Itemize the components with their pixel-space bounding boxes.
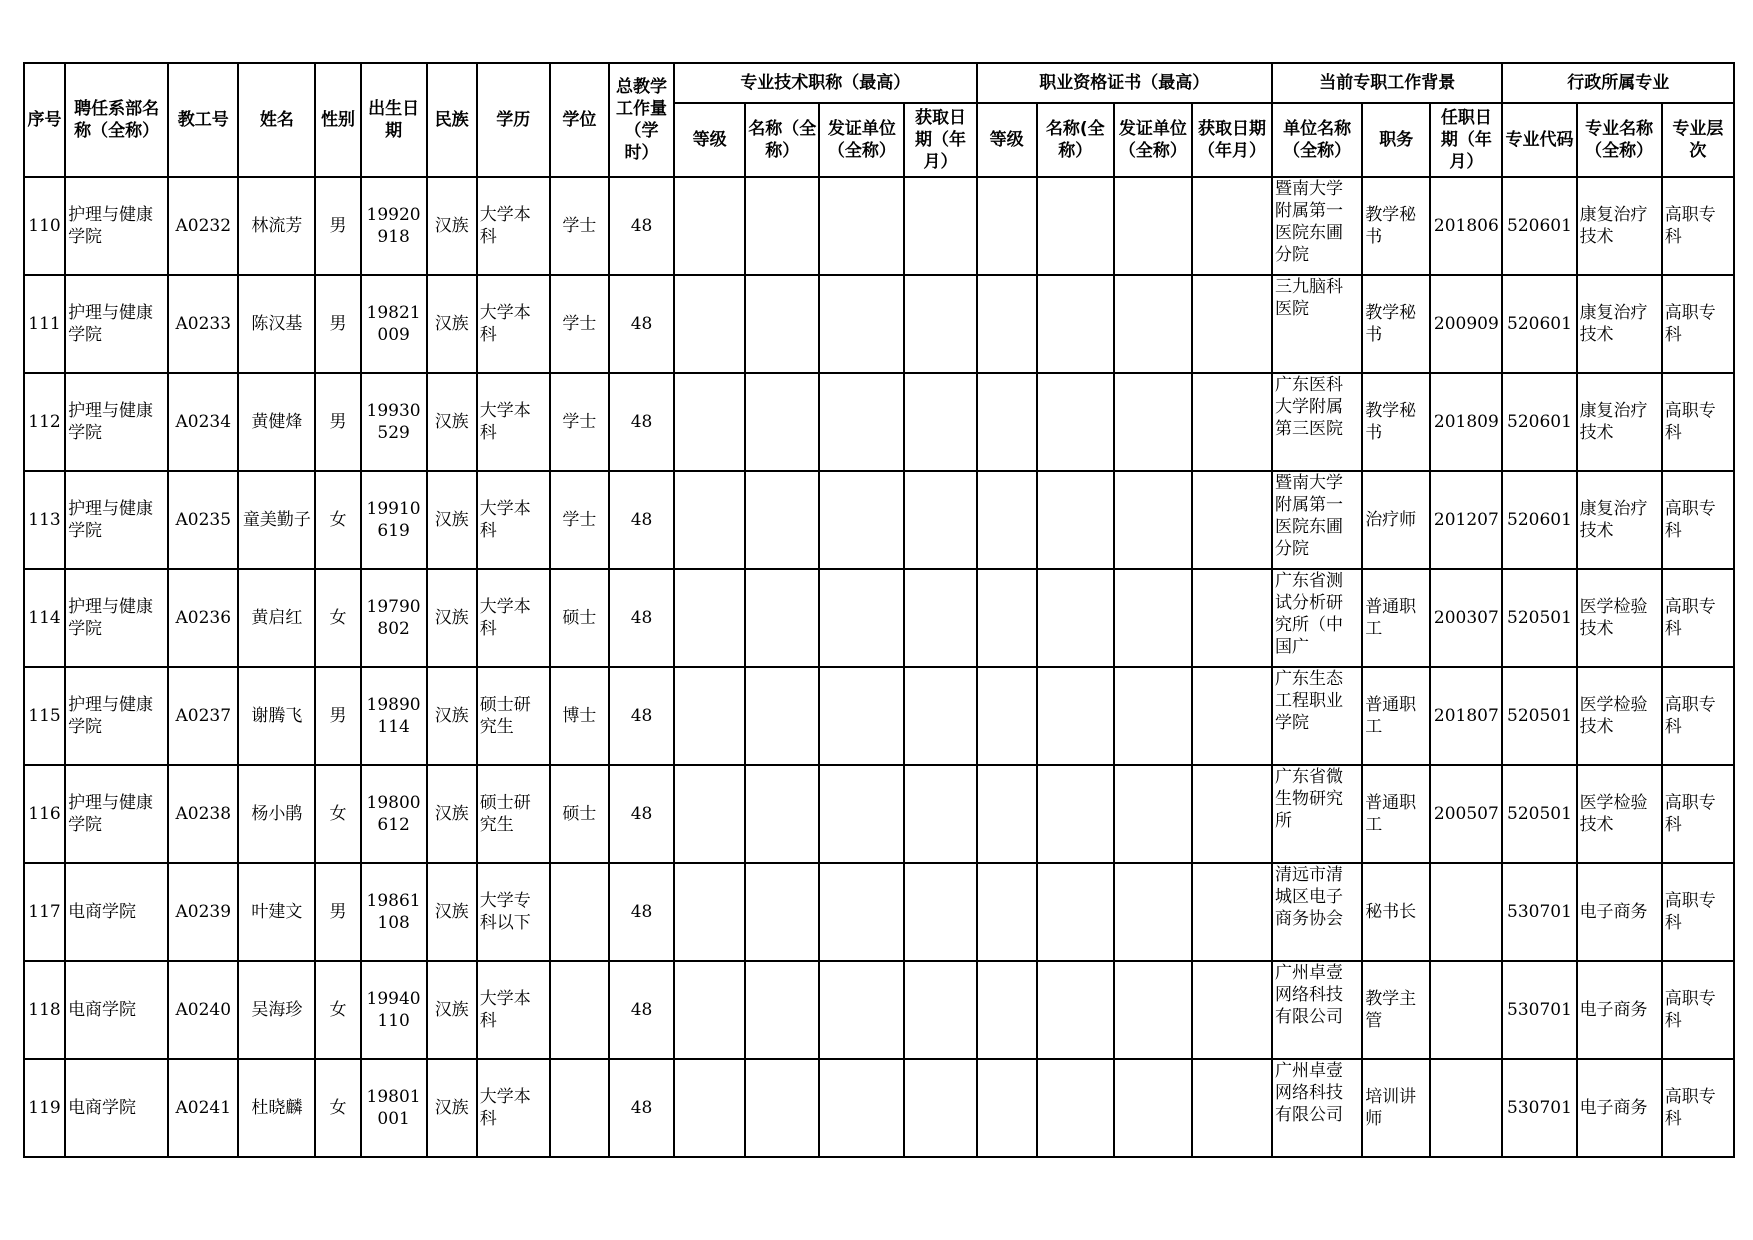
cell-name: 黄健烽 (238, 373, 315, 471)
cell-hours: 48 (609, 765, 674, 863)
cell-dept: 电商学院 (65, 1059, 168, 1157)
cell-seq: 114 (24, 569, 65, 667)
cell-empty (904, 863, 976, 961)
table-row (24, 1059, 1734, 1157)
cell-work-position: 教学秘书 (1362, 373, 1430, 471)
cell-empty (1037, 961, 1114, 1059)
cell-ethnicity: 汉族 (427, 177, 477, 275)
cell-work-date: 201809 (1430, 373, 1502, 471)
cell-empty (904, 1059, 976, 1157)
cell-ethnicity: 汉族 (427, 961, 477, 1059)
cell-empty (745, 275, 819, 373)
cell-empty (1037, 569, 1114, 667)
cell-empty (674, 1059, 745, 1157)
cell-work-date (1430, 1059, 1502, 1157)
cell-staff-id: A0236 (168, 569, 238, 667)
table-row (24, 373, 1734, 471)
cell-empty (1192, 275, 1272, 373)
cell-name: 吴海珍 (238, 961, 315, 1059)
cell-empty (745, 863, 819, 961)
cell-degree (550, 1059, 609, 1157)
cell-gender: 男 (315, 863, 360, 961)
cell-major-name: 医学检验技术 (1577, 667, 1662, 765)
cell-birth: 19790802 (361, 569, 427, 667)
cell-major-level: 高职专科 (1662, 1059, 1734, 1157)
cell-staff-id: A0232 (168, 177, 238, 275)
cell-work-unit-text: 广州卓壹网络科技有限公司 (1275, 1061, 1344, 1125)
cell-empty (819, 765, 904, 863)
cell-major-name: 康复治疗技术 (1577, 471, 1662, 569)
table-row (24, 765, 1734, 863)
cell-education: 大学专科以下 (477, 863, 550, 961)
cell-major-level: 高职专科 (1662, 961, 1734, 1059)
cell-empty (904, 569, 976, 667)
header-education: 学历 (477, 63, 550, 177)
cell-degree: 学士 (550, 471, 609, 569)
cell-birth: 19930529 (361, 373, 427, 471)
header-major-code: 专业代码 (1502, 103, 1576, 177)
cell-major-name: 医学检验技术 (1577, 765, 1662, 863)
cell-hours: 48 (609, 569, 674, 667)
header-title-issuer: 发证单位（全称） (819, 103, 904, 177)
cell-empty (674, 961, 745, 1059)
cell-work-unit (1272, 863, 1362, 961)
header-name: 姓名 (238, 63, 315, 177)
cell-empty (819, 863, 904, 961)
cell-empty (977, 961, 1037, 1059)
header-work-date: 任职日期（年月） (1430, 103, 1502, 177)
cell-name: 杨小鹃 (238, 765, 315, 863)
cell-dept: 电商学院 (65, 961, 168, 1059)
cell-work-unit-text: 清远市清城区电子商务协会 (1275, 865, 1344, 929)
cell-gender: 女 (315, 961, 360, 1059)
cell-empty (1192, 373, 1272, 471)
cell-major-level: 高职专科 (1662, 177, 1734, 275)
cell-staff-id: A0241 (168, 1059, 238, 1157)
cell-birth: 19910619 (361, 471, 427, 569)
cell-work-position: 秘书长 (1362, 863, 1430, 961)
cell-education: 大学本科 (477, 373, 550, 471)
cell-name: 谢腾飞 (238, 667, 315, 765)
cell-birth: 19801001 (361, 1059, 427, 1157)
cell-empty (904, 275, 976, 373)
cell-empty (1192, 569, 1272, 667)
cell-empty (1037, 373, 1114, 471)
cell-work-position: 教学秘书 (1362, 177, 1430, 275)
cell-work-unit (1272, 177, 1362, 275)
cell-education: 硕士研究生 (477, 667, 550, 765)
cell-empty (1114, 177, 1192, 275)
cell-staff-id: A0239 (168, 863, 238, 961)
header-title-name: 名称（全称） (745, 103, 819, 177)
cell-empty (745, 569, 819, 667)
cell-work-unit-text: 广东生态工程职业学院 (1275, 669, 1344, 733)
cell-work-unit-text: 暨南大学附属第一医院东圃分院 (1275, 179, 1344, 265)
cell-empty (745, 961, 819, 1059)
cell-work-position: 普通职工 (1362, 569, 1430, 667)
cell-major-level: 高职专科 (1662, 275, 1734, 373)
cell-empty (1114, 471, 1192, 569)
cell-major-level: 高职专科 (1662, 471, 1734, 569)
cell-seq: 113 (24, 471, 65, 569)
cell-empty (819, 177, 904, 275)
cell-degree: 硕士 (550, 569, 609, 667)
header-ethnicity: 民族 (427, 63, 477, 177)
cell-empty (1114, 961, 1192, 1059)
cell-work-date: 200307 (1430, 569, 1502, 667)
header-cert-date: 获取日期（年月） (1192, 103, 1272, 177)
cell-major-level: 高职专科 (1662, 569, 1734, 667)
cell-work-position: 普通职工 (1362, 667, 1430, 765)
cell-empty (819, 961, 904, 1059)
cell-empty (977, 177, 1037, 275)
cell-education: 大学本科 (477, 275, 550, 373)
cell-degree: 学士 (550, 275, 609, 373)
cell-work-unit-text: 三九脑科医院 (1275, 277, 1344, 319)
cell-empty (674, 471, 745, 569)
cell-empty (1037, 275, 1114, 373)
cell-major-code: 520601 (1502, 373, 1576, 471)
cell-empty (1114, 373, 1192, 471)
cell-education: 大学本科 (477, 961, 550, 1059)
cell-dept: 护理与健康学院 (65, 667, 168, 765)
cell-empty (745, 1059, 819, 1157)
header-seq: 序号 (24, 63, 65, 177)
cell-empty (1192, 667, 1272, 765)
cell-empty (745, 177, 819, 275)
cell-dept: 护理与健康学院 (65, 275, 168, 373)
cell-ethnicity: 汉族 (427, 863, 477, 961)
cell-empty (745, 471, 819, 569)
table-row (24, 275, 1734, 373)
cell-major-level: 高职专科 (1662, 373, 1734, 471)
cell-empty (819, 275, 904, 373)
cell-empty (1037, 667, 1114, 765)
cell-gender: 男 (315, 177, 360, 275)
cell-degree: 学士 (550, 177, 609, 275)
cell-major-name: 电子商务 (1577, 863, 1662, 961)
cell-empty (977, 275, 1037, 373)
cell-work-unit (1272, 961, 1362, 1059)
header-gender: 性别 (315, 63, 360, 177)
cell-empty (977, 569, 1037, 667)
header-dept: 聘任系部名称（全称） (65, 63, 168, 177)
cell-work-unit-text: 广东省测试分析研究所（中国广 (1275, 571, 1344, 657)
cell-gender: 男 (315, 373, 360, 471)
cell-work-position: 治疗师 (1362, 471, 1430, 569)
cell-empty (819, 471, 904, 569)
header-work-unit: 单位名称（全称） (1272, 103, 1362, 177)
cell-work-date (1430, 961, 1502, 1059)
cell-major-name: 康复治疗技术 (1577, 177, 1662, 275)
cell-empty (674, 569, 745, 667)
cell-staff-id: A0237 (168, 667, 238, 765)
cell-work-position: 培训讲师 (1362, 1059, 1430, 1157)
cell-empty (819, 569, 904, 667)
cell-birth: 19940110 (361, 961, 427, 1059)
cell-birth: 19861108 (361, 863, 427, 961)
cell-work-position: 教学主管 (1362, 961, 1430, 1059)
cell-hours: 48 (609, 471, 674, 569)
header-cert-name: 名称(全称） (1037, 103, 1114, 177)
cell-empty (819, 667, 904, 765)
cell-birth: 19890114 (361, 667, 427, 765)
cell-major-code: 520501 (1502, 569, 1576, 667)
header-title-date: 获取日期（年月） (904, 103, 976, 177)
cell-birth: 19821009 (361, 275, 427, 373)
cell-seq: 112 (24, 373, 65, 471)
cell-name: 林流芳 (238, 177, 315, 275)
cell-staff-id: A0235 (168, 471, 238, 569)
cell-empty (977, 1059, 1037, 1157)
cell-empty (674, 667, 745, 765)
cell-hours: 48 (609, 961, 674, 1059)
cell-hours: 48 (609, 177, 674, 275)
cell-name: 陈汉基 (238, 275, 315, 373)
table-row (24, 863, 1734, 961)
cell-name: 黄启红 (238, 569, 315, 667)
cell-empty (1192, 863, 1272, 961)
cell-gender: 女 (315, 765, 360, 863)
cell-dept: 护理与健康学院 (65, 177, 168, 275)
header-degree: 学位 (550, 63, 609, 177)
cell-hours: 48 (609, 863, 674, 961)
cell-education: 大学本科 (477, 471, 550, 569)
cell-empty (1037, 765, 1114, 863)
cell-empty (819, 1059, 904, 1157)
cell-empty (674, 373, 745, 471)
cell-work-unit (1272, 373, 1362, 471)
cell-degree (550, 863, 609, 961)
header-work-position: 职务 (1362, 103, 1430, 177)
table-row (24, 569, 1734, 667)
cell-ethnicity: 汉族 (427, 275, 477, 373)
cell-work-date: 200507 (1430, 765, 1502, 863)
cell-empty (1114, 1059, 1192, 1157)
header-cert-level: 等级 (977, 103, 1037, 177)
table-row (24, 961, 1734, 1059)
cell-empty (1192, 961, 1272, 1059)
cell-major-name: 康复治疗技术 (1577, 373, 1662, 471)
cell-work-unit-text: 广东医科大学附属第三医院 (1275, 375, 1344, 439)
cell-gender: 男 (315, 667, 360, 765)
cell-education: 大学本科 (477, 569, 550, 667)
cell-empty (745, 373, 819, 471)
cell-empty (977, 667, 1037, 765)
cell-empty (904, 177, 976, 275)
cell-major-name: 电子商务 (1577, 1059, 1662, 1157)
header-group-cert: 职业资格证书（最高） (977, 63, 1272, 103)
cell-work-date (1430, 863, 1502, 961)
header-group-work: 当前专职工作背景 (1272, 63, 1502, 103)
cell-seq: 116 (24, 765, 65, 863)
cell-work-unit-text: 广州卓壹网络科技有限公司 (1275, 963, 1344, 1027)
table-row (24, 471, 1734, 569)
cell-empty (977, 373, 1037, 471)
cell-major-name: 电子商务 (1577, 961, 1662, 1059)
cell-work-date: 201207 (1430, 471, 1502, 569)
cell-work-unit (1272, 569, 1362, 667)
cell-empty (1037, 863, 1114, 961)
cell-gender: 男 (315, 275, 360, 373)
cell-empty (904, 961, 976, 1059)
cell-name: 童美勤子 (238, 471, 315, 569)
cell-dept: 护理与健康学院 (65, 373, 168, 471)
cell-major-code: 520601 (1502, 275, 1576, 373)
cell-major-level: 高职专科 (1662, 667, 1734, 765)
cell-work-unit (1272, 275, 1362, 373)
cell-empty (1037, 177, 1114, 275)
cell-empty (674, 275, 745, 373)
cell-hours: 48 (609, 1059, 674, 1157)
cell-empty (819, 373, 904, 471)
header-title-level: 等级 (674, 103, 745, 177)
cell-birth: 19800612 (361, 765, 427, 863)
cell-major-code: 520501 (1502, 667, 1576, 765)
header-cert-issuer: 发证单位（全称） (1114, 103, 1192, 177)
cell-empty (1114, 667, 1192, 765)
header-hours: 总教学工作量（学时） (609, 63, 674, 177)
cell-major-code: 530701 (1502, 1059, 1576, 1157)
cell-gender: 女 (315, 1059, 360, 1157)
cell-empty (1192, 765, 1272, 863)
cell-birth: 19920918 (361, 177, 427, 275)
cell-hours: 48 (609, 275, 674, 373)
cell-empty (904, 667, 976, 765)
cell-gender: 女 (315, 569, 360, 667)
cell-seq: 111 (24, 275, 65, 373)
cell-dept: 电商学院 (65, 863, 168, 961)
cell-staff-id: A0234 (168, 373, 238, 471)
cell-empty (745, 765, 819, 863)
cell-ethnicity: 汉族 (427, 1059, 477, 1157)
cell-degree: 硕士 (550, 765, 609, 863)
cell-empty (904, 765, 976, 863)
cell-ethnicity: 汉族 (427, 765, 477, 863)
table-header (24, 63, 1734, 177)
cell-empty (977, 471, 1037, 569)
cell-empty (904, 373, 976, 471)
header-major-level: 专业层次 (1662, 103, 1734, 177)
staff-table (23, 62, 1735, 1158)
cell-dept: 护理与健康学院 (65, 471, 168, 569)
header-staff-id: 教工号 (168, 63, 238, 177)
cell-major-code: 520501 (1502, 765, 1576, 863)
cell-major-code: 530701 (1502, 863, 1576, 961)
cell-major-name: 医学检验技术 (1577, 569, 1662, 667)
header-birth: 出生日期 (361, 63, 427, 177)
cell-major-level: 高职专科 (1662, 765, 1734, 863)
cell-staff-id: A0240 (168, 961, 238, 1059)
cell-ethnicity: 汉族 (427, 471, 477, 569)
cell-seq: 119 (24, 1059, 65, 1157)
cell-work-date: 201807 (1430, 667, 1502, 765)
cell-work-date: 200909 (1430, 275, 1502, 373)
table-body (24, 177, 1734, 1157)
cell-ethnicity: 汉族 (427, 667, 477, 765)
cell-empty (674, 177, 745, 275)
cell-empty (977, 863, 1037, 961)
cell-staff-id: A0238 (168, 765, 238, 863)
cell-empty (1037, 471, 1114, 569)
cell-staff-id: A0233 (168, 275, 238, 373)
cell-empty (1114, 275, 1192, 373)
cell-hours: 48 (609, 667, 674, 765)
cell-empty (1192, 177, 1272, 275)
cell-seq: 118 (24, 961, 65, 1059)
cell-work-position: 教学秘书 (1362, 275, 1430, 373)
cell-major-level: 高职专科 (1662, 863, 1734, 961)
cell-empty (1114, 569, 1192, 667)
cell-degree (550, 961, 609, 1059)
cell-work-unit-text: 暨南大学附属第一医院东圃分院 (1275, 473, 1344, 559)
cell-hours: 48 (609, 373, 674, 471)
cell-empty (674, 863, 745, 961)
cell-seq: 117 (24, 863, 65, 961)
cell-empty (904, 471, 976, 569)
cell-work-unit (1272, 1059, 1362, 1157)
cell-empty (977, 765, 1037, 863)
cell-empty (1114, 765, 1192, 863)
cell-empty (1192, 1059, 1272, 1157)
cell-degree: 博士 (550, 667, 609, 765)
cell-dept: 护理与健康学院 (65, 765, 168, 863)
cell-major-code: 530701 (1502, 961, 1576, 1059)
table-row (24, 177, 1734, 275)
cell-education: 大学本科 (477, 177, 550, 275)
cell-major-code: 520601 (1502, 471, 1576, 569)
header-group-major: 行政所属专业 (1502, 63, 1734, 103)
cell-work-unit (1272, 765, 1362, 863)
cell-ethnicity: 汉族 (427, 373, 477, 471)
cell-work-unit-text: 广东省微生物研究所 (1275, 767, 1344, 831)
cell-work-position: 普通职工 (1362, 765, 1430, 863)
cell-empty (745, 667, 819, 765)
cell-dept: 护理与健康学院 (65, 569, 168, 667)
cell-education: 大学本科 (477, 1059, 550, 1157)
header-major-name: 专业名称（全称） (1577, 103, 1662, 177)
cell-degree: 学士 (550, 373, 609, 471)
cell-empty (674, 765, 745, 863)
cell-seq: 115 (24, 667, 65, 765)
cell-empty (1192, 471, 1272, 569)
cell-work-unit (1272, 667, 1362, 765)
cell-empty (1114, 863, 1192, 961)
cell-seq: 110 (24, 177, 65, 275)
header-group-title: 专业技术职称（最高） (674, 63, 977, 103)
cell-major-code: 520601 (1502, 177, 1576, 275)
table-row (24, 667, 1734, 765)
cell-name: 叶建文 (238, 863, 315, 961)
cell-work-unit (1272, 471, 1362, 569)
cell-empty (1037, 1059, 1114, 1157)
cell-gender: 女 (315, 471, 360, 569)
cell-ethnicity: 汉族 (427, 569, 477, 667)
cell-name: 杜晓麟 (238, 1059, 315, 1157)
cell-major-name: 康复治疗技术 (1577, 275, 1662, 373)
cell-education: 硕士研究生 (477, 765, 550, 863)
cell-work-date: 201806 (1430, 177, 1502, 275)
